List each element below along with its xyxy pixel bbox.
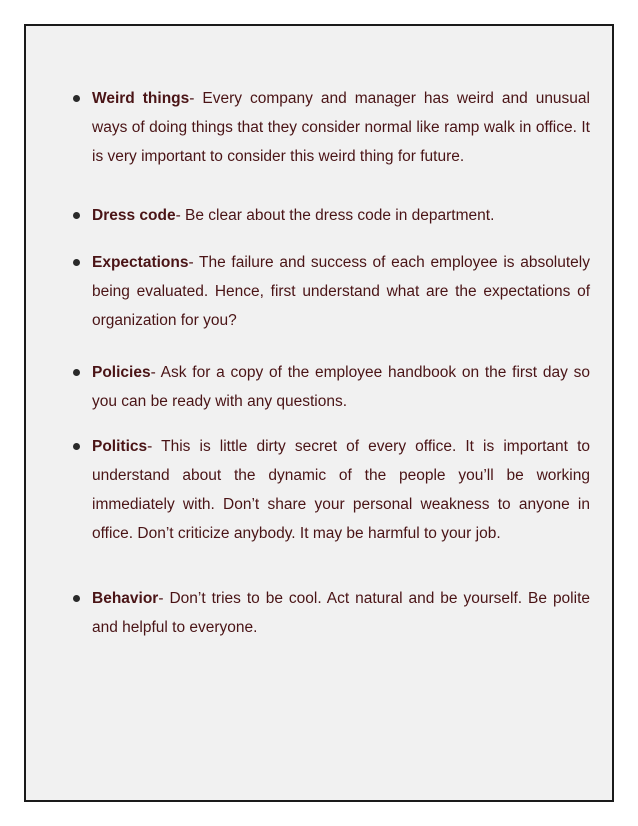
item-text: - Be clear about the dress code in department. bbox=[175, 207, 495, 224]
list-item-weird-things bbox=[92, 84, 590, 171]
list-item-dress-code bbox=[92, 201, 590, 230]
item-label: Dress code bbox=[92, 207, 176, 224]
bullet-list bbox=[26, 26, 612, 800]
page-frame bbox=[24, 24, 614, 802]
bullet-icon bbox=[73, 259, 80, 266]
list-item-politics bbox=[92, 432, 590, 548]
bullet-icon bbox=[73, 443, 80, 450]
item-label: Policies bbox=[92, 364, 151, 381]
item-text: - Don’t tries to be cool. Act natural and be yourself. Be polite and helpful to everyone. bbox=[92, 590, 590, 636]
item-label: Politics bbox=[92, 438, 148, 455]
item-text: - Every company and manager has weird and unusual ways of doing things that they consider normal like ramp walk in office. It is very important to consider this weird thing for future. bbox=[92, 90, 590, 165]
list-item-expectations bbox=[92, 248, 590, 335]
bullet-icon bbox=[73, 212, 80, 219]
item-text: - The failure and success of each employee is absolutely being evaluated. Hence, first understand what are the expectations of organization for you? bbox=[92, 254, 590, 329]
bullet-icon bbox=[73, 95, 80, 102]
bullet-icon bbox=[73, 595, 80, 602]
list-item-behavior bbox=[92, 584, 590, 642]
item-text: - Ask for a copy of the employee handbook on the first day so you can be ready with any questions. bbox=[92, 364, 590, 410]
item-label: Behavior bbox=[92, 590, 159, 607]
item-label: Expectations bbox=[92, 254, 189, 271]
list-item-policies bbox=[92, 358, 590, 416]
item-label: Weird things bbox=[92, 90, 190, 107]
bullet-icon bbox=[73, 369, 80, 376]
item-text: - This is little dirty secret of every office. It is important to understand about the dynamic of the people you’ll be working immediately with. Don’t share your personal weakness to anyone in office. Don’t criticize anybody. It may be harmful to your job. bbox=[92, 438, 590, 542]
